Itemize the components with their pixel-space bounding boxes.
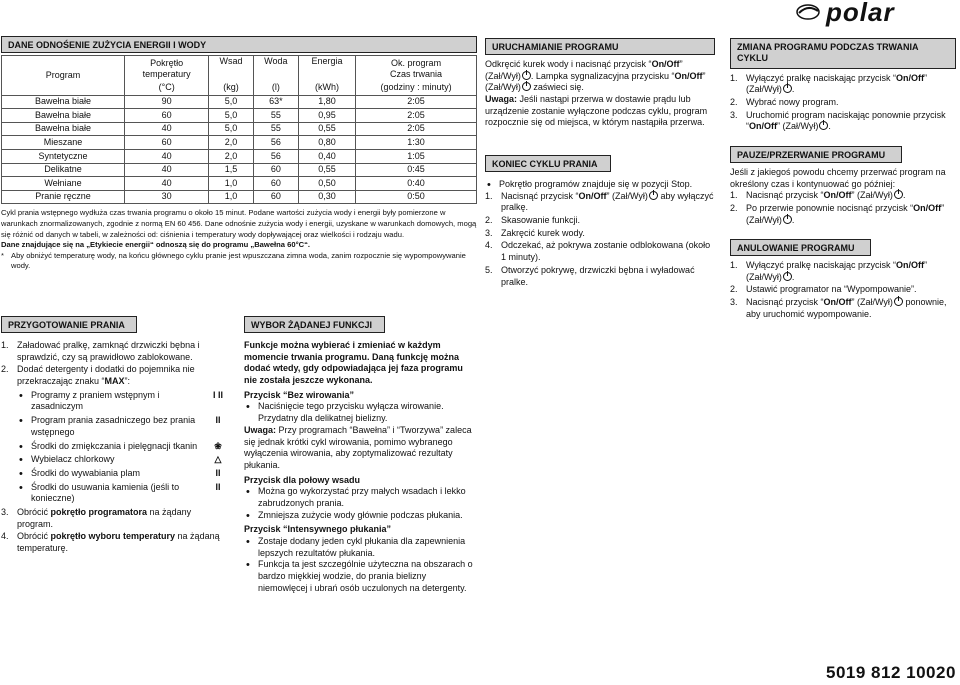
value-cell: 0,95 <box>298 109 355 123</box>
prep-item <box>17 482 229 505</box>
f3-bullet-1: • Zostaje dodany jeden cykl płukania dla zapewnienia lepszych rezultatów płukania. <box>244 536 476 559</box>
end-step-4: 4. Odczekać, aż pokrywa zostanie odblokowana (około 1 minuty). <box>485 240 711 263</box>
note-star: * Aby obniżyć temperaturę wody, na końcu głównego cyklu pranie jest wpuszczana zimna woda, zanim rozpocznie się wypompowywanie wody. <box>1 250 466 271</box>
consumption-section <box>1 36 477 272</box>
value-cell: 30 <box>125 190 209 204</box>
value-cell: 1,5 <box>209 163 254 177</box>
unit-temp: (°C) <box>125 82 209 96</box>
value-cell: 40 <box>125 149 209 163</box>
power-icon <box>522 82 531 91</box>
program-name-cell: Delikatne <box>2 163 125 177</box>
table-header-row <box>2 56 477 82</box>
change-title: ZMIANA PROGRAMU PODCZAS TRWANIA CYKLU <box>730 38 956 69</box>
prep-step-3: 3. Obrócić pokrętło programatora na żądany program. <box>1 506 192 529</box>
change-step-2: 2. Wybrać nowy program. <box>730 96 839 107</box>
value-cell: 60 <box>253 163 298 177</box>
preparation-title: PRZYGOTOWANIE PRANIA <box>1 316 137 333</box>
prep-step-4: 4. Obrócić pokrętło wyboru temperatury na żądaną temperaturę. <box>1 531 220 553</box>
value-cell: 1,0 <box>209 190 254 204</box>
col-header-temp: Pokrętło temperatury <box>125 56 209 82</box>
program-name-cell: Bawełna białe <box>2 95 125 109</box>
compartment-symbol-icon: I II <box>212 389 223 400</box>
f2-title: Przycisk dla połowy wsadu <box>244 474 361 485</box>
brand-logo <box>796 0 936 27</box>
value-cell: 56 <box>253 149 298 163</box>
power-icon <box>819 121 828 130</box>
cancel-section <box>730 239 956 321</box>
table-notes <box>1 208 477 272</box>
cancel-step-2: 2. Ustawić programator na “Wypompowanie”. <box>730 284 917 295</box>
prep-item-label: • Program prania zasadniczego bez prania wstępnego <box>31 415 196 437</box>
value-cell: 0:45 <box>356 163 477 177</box>
functions-title: WYBOR ŻĄDANEJ FUNKCJI <box>244 316 385 333</box>
col-header-duration: Ok. program Czas trwania <box>356 56 477 82</box>
functions-section <box>244 316 476 594</box>
prep-step-1: 1. Załadować pralkę, zamknąć drzwiczki bębna i sprawdzić, czy są prawidłowo zablokowane. <box>1 340 200 362</box>
col-header-load: Wsad <box>209 56 254 82</box>
col-header-water: Woda <box>253 56 298 82</box>
prep-item-label: • Środki do wywabiania plam <box>31 467 141 478</box>
table-row <box>2 163 477 177</box>
value-cell: 60 <box>253 190 298 204</box>
table-row <box>2 177 477 191</box>
compartment-symbol-icon: II <box>215 467 221 478</box>
value-cell: 5,0 <box>209 95 254 109</box>
cancel-step-1: 1. Wyłączyć pralkę naciskając przycisk “On/Off” (Zał/Wył) . <box>730 260 927 282</box>
f2-bullet-2: • Zmniejsza zużycie wody głównie podczas płukania. <box>244 510 476 522</box>
start-section <box>485 38 715 129</box>
prep-step-2: 2. Dodać detergenty i dodatki do pojemnika nie przekraczając znaku “MAX”: <box>1 364 195 387</box>
prep-item <box>17 441 229 453</box>
col-header-energy: Energia <box>298 56 355 82</box>
value-cell: 2:05 <box>356 109 477 123</box>
unit-water: (l) <box>253 82 298 96</box>
power-icon <box>894 297 903 306</box>
end-bullet: • Pokrętło programów znajduje się w pozycji Stop. <box>485 179 715 191</box>
table-row <box>2 95 477 109</box>
table-row <box>2 136 477 150</box>
power-icon <box>894 190 903 199</box>
f1-note: Uwaga: Przy programach “Bawełna” i “Tworzywa” zaleca się jednak krótki cykl wirowania, pomimo wybranego wyłączenia wirowania, aby zoptymalizować rezultaty płukania. <box>244 424 472 470</box>
value-cell: 1:05 <box>356 149 477 163</box>
value-cell: 40 <box>125 163 209 177</box>
cancel-title: ANULOWANIE PROGRAMU <box>730 239 871 256</box>
unit-energy: (kWh) <box>298 82 355 96</box>
value-cell: 0,55 <box>298 163 355 177</box>
value-cell: 55 <box>253 109 298 123</box>
change-section <box>730 38 956 134</box>
compartment-symbol-icon: II <box>215 415 221 426</box>
prep-item <box>17 415 229 438</box>
power-icon <box>649 191 658 200</box>
value-cell: 1,80 <box>298 95 355 109</box>
value-cell: 0,80 <box>298 136 355 150</box>
cancel-step-3: 3. Nacisnąć przycisk “On/Off” (Zał/Wył) ponownie, aby uruchomić wypompowanie. <box>730 297 947 319</box>
end-step-5: 5. Otworzyć pokrywę, drzwiczki bębna i wyładować pralke. <box>485 264 695 287</box>
value-cell: 40 <box>125 177 209 191</box>
change-step-3: 3. Uruchomić program naciskając ponownie przycisk “On/Off” (Zał/Wył) . <box>730 109 946 132</box>
f1-title: Przycisk “Bez wirowania” <box>244 389 355 400</box>
start-text: Odkręcić kurek wody i nacisnąć przycisk “On/Off” (Zał/Wył) . Lampka sygnalizacyjna przycisku “On/Off” (Zał/Wył) zaświeci się. <box>485 59 706 93</box>
value-cell: 5,0 <box>209 122 254 136</box>
value-cell: 55 <box>253 122 298 136</box>
pause-step-2: 2. Po przerwie ponownie nocisnąć przycisk “On/Off” (Zał/Wył) . <box>730 203 945 225</box>
value-cell: 0,55 <box>298 122 355 136</box>
consumption-title: DANE ODNOŚENIE ZUŻYCIA ENERGII I WODY <box>1 36 477 53</box>
f1-bullet: • Naciśnięcie tego przycisku wyłącza wirowanie. Przydatny dla delikatnej bielizny. <box>244 401 476 424</box>
unit-load: (kg) <box>209 82 254 96</box>
value-cell: 56 <box>253 136 298 150</box>
functions-intro: Funkcje można wybierać i zmieniać w każdym momencie trwania programu. Daną funkcję można dodać wtedy, gdy odpowiadająca jej faza programu nie została jeszcze wykonana. <box>244 340 463 386</box>
power-icon <box>783 84 792 93</box>
compartment-symbol-icon: △ <box>214 454 222 465</box>
pause-section <box>730 146 956 227</box>
f3-bullet-2: • Funkcja ta jest szczególnie użyteczna na obszarach o bardzo miękkiej wodzie, do prania bielizny niemowlęcej i ubrań osób uczulonych na detergenty. <box>244 559 476 594</box>
table-row <box>2 122 477 136</box>
prep-item-label: • Wybielacz chlorkowy <box>31 454 115 465</box>
program-name-cell: Mieszane <box>2 136 125 150</box>
prep-item-label: • Programy z praniem wstępnym i zasadniczym <box>31 389 160 412</box>
end-section <box>485 155 715 289</box>
value-cell: 2:05 <box>356 122 477 136</box>
prep-item <box>17 390 229 413</box>
value-cell: 2,0 <box>209 149 254 163</box>
program-name-cell: Pranie ręczne <box>2 190 125 204</box>
prep-item <box>17 454 229 466</box>
value-cell: 0:40 <box>356 177 477 191</box>
compartment-symbol-icon: II <box>215 481 221 492</box>
start-note: Uwaga: Jeśli nastąpi przerwa w dostawie prądu lub urządzenie zostanie wyłączone podczas cyklu, program rozpocznie się od miejsca, w którym nastąpiła przerwa. <box>485 94 708 128</box>
program-name-cell: Bawełna białe <box>2 109 125 123</box>
value-cell: 40 <box>125 122 209 136</box>
power-icon <box>783 215 792 224</box>
program-name-cell: Syntetyczne <box>2 149 125 163</box>
table-row <box>2 149 477 163</box>
end-step-2: 2. Skasowanie funkcji. <box>485 215 581 226</box>
unit-duration: (godziny : minuty) <box>356 82 477 96</box>
end-step-3: 3. Zakręcić kurek wody. <box>485 227 585 238</box>
value-cell: 2:05 <box>356 95 477 109</box>
f2-bullet-1: • Można go wykorzystać przy małych wsadach i lekko zabrudzonych prania. <box>244 486 476 509</box>
pause-title: PAUZE/PRZERWANIE PROGRAMU <box>730 146 902 163</box>
value-cell: 60 <box>253 177 298 191</box>
value-cell: 60 <box>125 136 209 150</box>
value-cell: 90 <box>125 95 209 109</box>
value-cell: 5,0 <box>209 109 254 123</box>
start-title: URUCHAMIANIE PROGRAMU <box>485 38 715 55</box>
value-cell: 0,50 <box>298 177 355 191</box>
note-prewash: Cykl prania wstępnego wydłuża czas trwania programu o około 15 minut. Podane wartości zużycia wody i energii były pomierzone w warunkach znormalizowanych, zgodnie z normą EN 60 456. Dane odnośnie zużycia wody i energii, uzyskane w warunkach domowych, mogą się różnić od danych w tabeli, w zależności od: ciśnienia i temperatury wody dopływającej oraz wielkości i rodzaju wadu. <box>1 208 477 239</box>
program-name-cell: Bawełna białe <box>2 122 125 136</box>
change-step-1: 1. Wyłączyć pralkę naciskając przycisk “On/Off” (Zał/Wył) . <box>730 72 927 95</box>
table-row <box>2 109 477 123</box>
program-name-cell: Wełniane <box>2 177 125 191</box>
preparation-section <box>1 316 229 556</box>
pause-intro: Jeśli z jakiegoś powodu chcemy przerwać program na określony czas i kontynuować go później: <box>730 167 946 189</box>
value-cell: 0:50 <box>356 190 477 204</box>
end-title: KONIEC CYKLU PRANIA <box>485 155 611 172</box>
prep-item-label: • Środki do zmiękczania i pielęgnacji tkanin <box>31 440 198 451</box>
power-icon <box>783 272 792 281</box>
value-cell: 60 <box>125 109 209 123</box>
value-cell: 2,0 <box>209 136 254 150</box>
value-cell: 1:30 <box>356 136 477 150</box>
consumption-table <box>1 55 477 204</box>
prep-item-label: • Środki do usuwania kamienia (jeśli to konieczne) <box>31 481 180 504</box>
f3-title: Przycisk “Intensywnego płukania” <box>244 524 392 535</box>
brand-name: polar <box>826 0 895 27</box>
value-cell: 0,40 <box>298 149 355 163</box>
pause-step-1: 1. Nacisnąć przycisk “On/Off” (Zał/Wył) . <box>730 190 906 201</box>
col-header-program: Program <box>2 56 125 96</box>
end-step-1: 1. Nacisnąć przycisk “On/Off” (Zał/Wył) aby wyłączyć pralkę. <box>485 190 714 213</box>
value-cell: 1,0 <box>209 177 254 191</box>
note-energy-label: Dane znajdujące się na „Etykiecie energii“ odnoszą się do programu „Bawełna 60°C“. <box>1 240 310 250</box>
table-row <box>2 190 477 204</box>
prep-item <box>17 468 229 480</box>
document-code: 5019 812 10020 <box>826 663 956 682</box>
value-cell: 0,30 <box>298 190 355 204</box>
power-icon <box>522 71 531 80</box>
value-cell: 63* <box>253 95 298 109</box>
compartment-symbol-icon: ❀ <box>214 440 222 451</box>
